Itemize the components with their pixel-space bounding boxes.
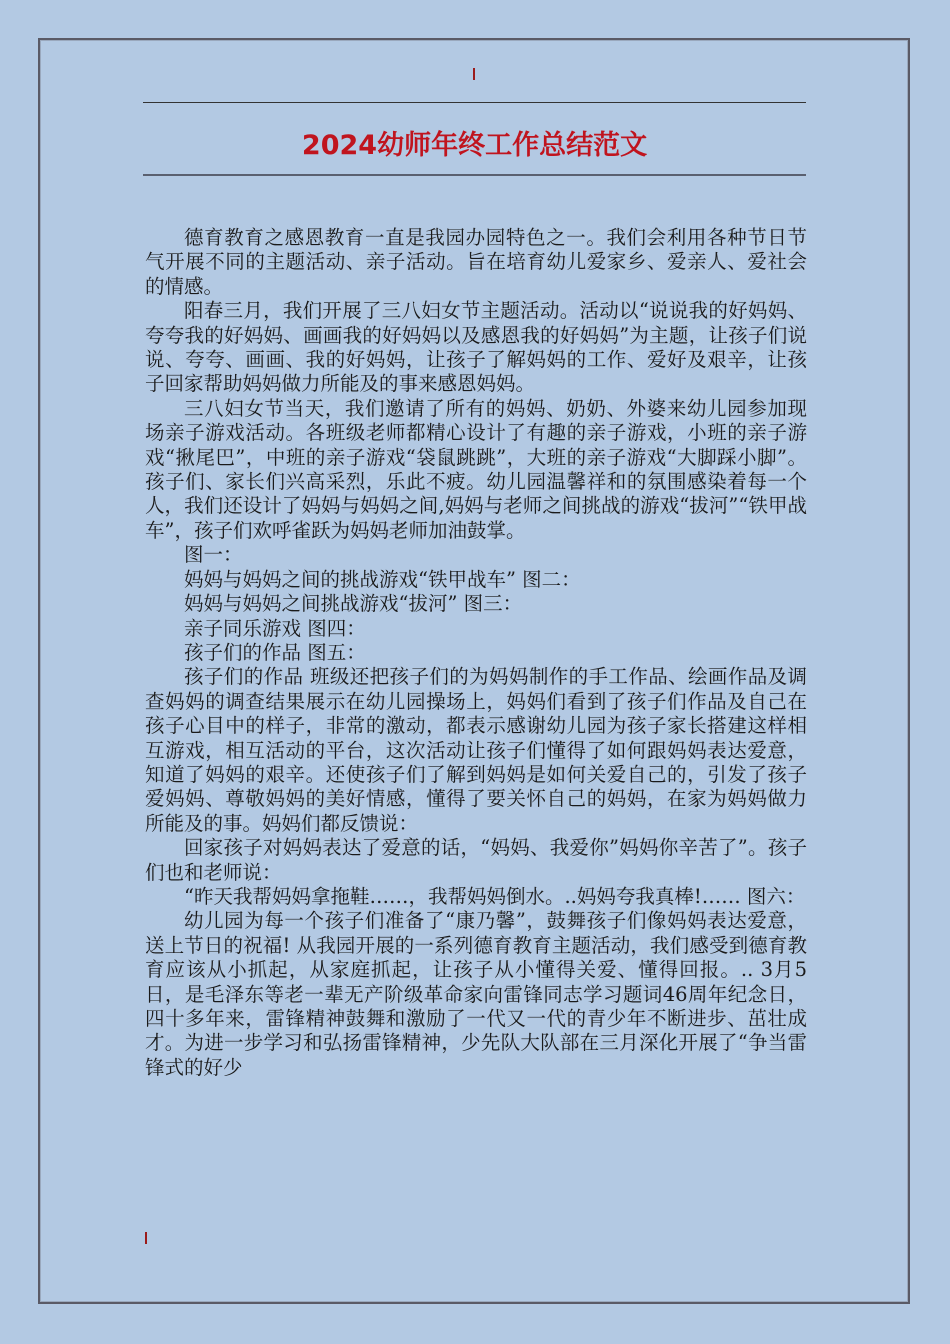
footer-mark: [145, 1232, 147, 1244]
figure-caption: 妈妈与妈妈之间挑战游戏“拔河” 图三：: [184, 592, 523, 616]
paragraph: 幼儿园为每一个孩子们准备了“康乃馨”，鼓舞孩子们像妈妈表达爱意，送上节日的祝福! 从我园开展的一系列德育教育主题活动，我们感受到德育教育应该从小抓起，从家庭抓起，让孩子从小懂得关爱、懂得回报。.. 3月5日，是毛泽东等老一辈无产阶级革命家向雷锋同志学习题词46周年纪念日，四十多年来，雷锋精神鼓舞和激励了一代又一代的青少年不断进步、茁壮成才。为进一步学习和弘扬雷锋精神，少先队大队部在三月深化开展了“争当雷锋式的好少: [145, 909, 807, 1079]
title-underline: [143, 174, 806, 176]
paragraph: 德育教育之感恩教育一直是我园办园特色之一。我们会利用各种节日节气开展不同的主题活动、亲子活动。旨在培育幼儿爱家乡、爱亲人、爱社会的情感。: [145, 226, 807, 298]
header-rule: [143, 102, 806, 103]
paragraph: 阳春三月，我们开展了三八妇女节主题活动。活动以“说说我的好妈妈、夸夸我的好妈妈、画画我的好妈妈以及感恩我的好妈妈”为主题，让孩子们说说、夸夸、画画、我的好妈妈，让孩子了解妈妈的工作、爱好及艰辛，让孩子回家帮助妈妈做力所能及的事来感恩妈妈。: [145, 299, 807, 396]
figure-caption: 妈妈与妈妈之间的挑战游戏“铁甲战车” 图二：: [184, 567, 581, 591]
paragraph: 三八妇女节当天，我们邀请了所有的妈妈、奶奶、外婆来幼儿园参加现场亲子游戏活动。各班级老师都精心设计了有趣的亲子游戏，小班的亲子游戏“揪尾巴”，中班的亲子游戏“袋鼠跳跳”，大班的亲子游戏“大脚踩小脚”。孩子们、家长们兴高采烈，乐此不疲。幼儿园温馨祥和的氛围感染着每一个人，我们还设计了妈妈与妈妈之间,妈妈与老师之间挑战的游戏“拔河”“铁甲战车”，孩子们欢呼雀跃为妈妈老师加油鼓掌。: [145, 396, 807, 542]
document-title: 2024幼师年终工作总结范文: [301, 130, 648, 161]
header-mark: [473, 68, 475, 80]
figure-caption: 图一：: [184, 543, 243, 567]
paragraph: 孩子们的作品 班级还把孩子们的为妈妈制作的手工作品、绘画作品及调查妈妈的调查结果展示在幼儿园操场上，妈妈们看到了孩子们作品及自己在孩子心目中的样子，非常的激动，都表示感谢幼儿园为孩子家长搭建这样相互游戏，相互活动的平台，这次活动让孩子们懂得了如何跟妈妈表达爱意，知道了妈妈的艰辛。还使孩子们了解到妈妈是如何关爱自己的，引发了孩子爱妈妈、尊敬妈妈的美好情感，懂得了要关怀自己的妈妈，在家为妈妈做力所能及的事。妈妈们都反馈说：: [145, 665, 807, 835]
paragraph: 回家孩子对妈妈表达了爱意的话，“妈妈、我爱你”妈妈你辛苦了”。孩子们也和老师说：: [145, 836, 807, 884]
document-body: [145, 226, 807, 1080]
paragraph: “昨天我帮妈妈拿拖鞋……，我帮妈妈倒水。..妈妈夸我真棒!…… 图六：: [184, 884, 806, 908]
figure-caption: 孩子们的作品 图五：: [184, 640, 366, 664]
figure-caption: 亲子同乐游戏 图四：: [184, 616, 366, 640]
